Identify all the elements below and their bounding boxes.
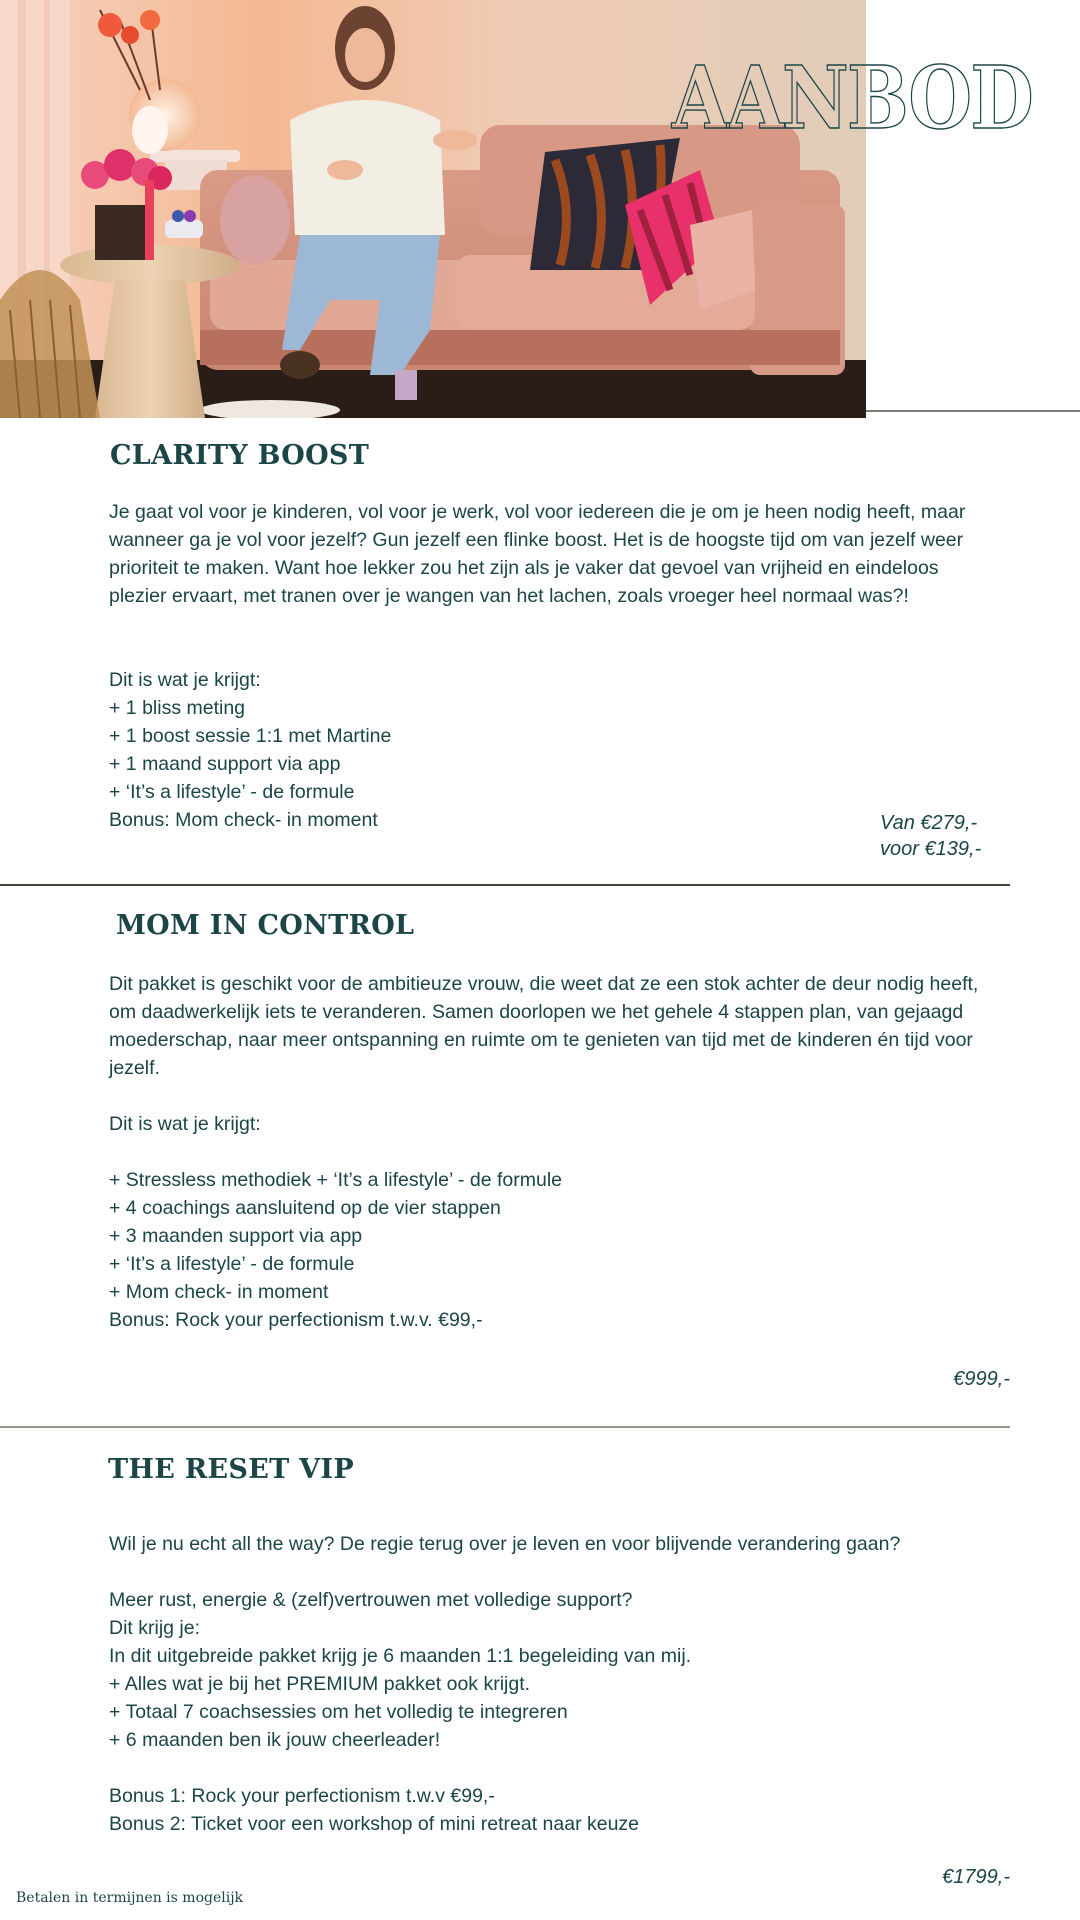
price: €999,-	[953, 1368, 1010, 1390]
package-item: + 4 coachings aansluitend op de vier stappen	[109, 1197, 501, 1219]
package-item: + ‘It’s a lifestyle’ - de formule	[109, 781, 355, 803]
package-intro	[109, 1502, 1009, 1698]
package-item: + Totaal 7 coachsessies om het volledig te integreren	[109, 1701, 568, 1723]
intro-line: Meer rust, energie & (zelf)vertrouwen met volledige support?	[109, 1589, 633, 1611]
package-items	[109, 694, 391, 834]
package-intro: Je gaat vol voor je kinderen, vol voor je werk, vol voor iedereen die je om je heen nodig heeft, maar wanneer ga je vol voor jezelf? Gun jezelf een flinke boost. Het is de hoogste tijd om van jezelf weer prioriteit te maken. Want hoe lekker zou het zijn als je vaker dat gevoel van vrijheid en eindeloos plezier ervaart, met tranen over je wangen van het lachen, zoals vroeger heel normaal was?!	[109, 501, 966, 607]
package-item: + Alles wat je bij het PREMIUM pakket ook krijgt.	[109, 1673, 531, 1695]
package-item: + Stressless methodiek + ‘It’s a lifestyle’ - de formule	[109, 1169, 563, 1191]
package-item: + 1 maand support via app	[109, 753, 341, 775]
package-list-heading: Dit krijg je:	[109, 1617, 201, 1639]
header-divider	[866, 410, 1080, 412]
package-items	[109, 1670, 568, 1754]
package-title: THE RESET VIP	[108, 1454, 354, 1485]
package-intro: Dit pakket is geschikt voor de ambitieuze vrouw, die weet dat ze een stok achter de deur nodig heeft, om daadwerkelijk iets te veranderen. Samen doorlopen we het gehele 4 stappen plan, van gejaagd moederschap, naar meer ontspanning en ruimte om te genieten van tijd met de kinderen én tijd voor jezelf.	[109, 973, 979, 1079]
price: €1799,-	[942, 1866, 1010, 1888]
package-bonus: Bonus 1: Rock your perfectionism t.w.v €99,-	[109, 1785, 495, 1807]
intro-line: In dit uitgebreide pakket krijg je 6 maanden 1:1 begeleiding van mij.	[109, 1645, 692, 1667]
package-item: + 1 boost sessie 1:1 met Martine	[109, 725, 392, 747]
section-divider	[0, 1426, 1010, 1428]
package-title: MOM IN CONTROL	[116, 910, 415, 941]
package-list-heading: Dit is wat je krijgt:	[109, 1113, 261, 1135]
package-item: Bonus: Rock your perfectionism t.w.v. €99,-	[109, 1309, 483, 1331]
intro-line: Wil je nu echt all the way? De regie terug over je leven en voor blijvende verandering gaan?	[109, 1533, 901, 1555]
package-bonuses	[109, 1782, 639, 1838]
package-item: + 1 bliss meting	[109, 697, 246, 719]
package-item: + Mom check- in moment	[109, 1281, 329, 1303]
page-title-text: AANBOD	[671, 48, 1032, 149]
package-items	[109, 1166, 562, 1334]
price-block	[880, 810, 1010, 862]
package-item: Bonus: Mom check- in moment	[109, 809, 378, 831]
payment-note: Betalen in termijnen is mogelijk	[16, 1890, 244, 1906]
package-item: + ‘It’s a lifestyle’ - de formule	[109, 1253, 355, 1275]
page-title	[671, 46, 1072, 149]
package-bonus: Bonus 2: Ticket voor een workshop of mini retreat naar keuze	[109, 1813, 640, 1835]
price-new: voor €139,-	[880, 838, 982, 860]
package-title: CLARITY BOOST	[110, 440, 370, 471]
section-divider	[0, 884, 1010, 886]
package-item: + 6 maanden ben ik jouw cheerleader!	[109, 1729, 441, 1751]
package-item: + 3 maanden support via app	[109, 1225, 363, 1247]
package-list-heading: Dit is wat je krijgt:	[109, 669, 261, 691]
price-old: Van €279,-	[880, 812, 978, 834]
